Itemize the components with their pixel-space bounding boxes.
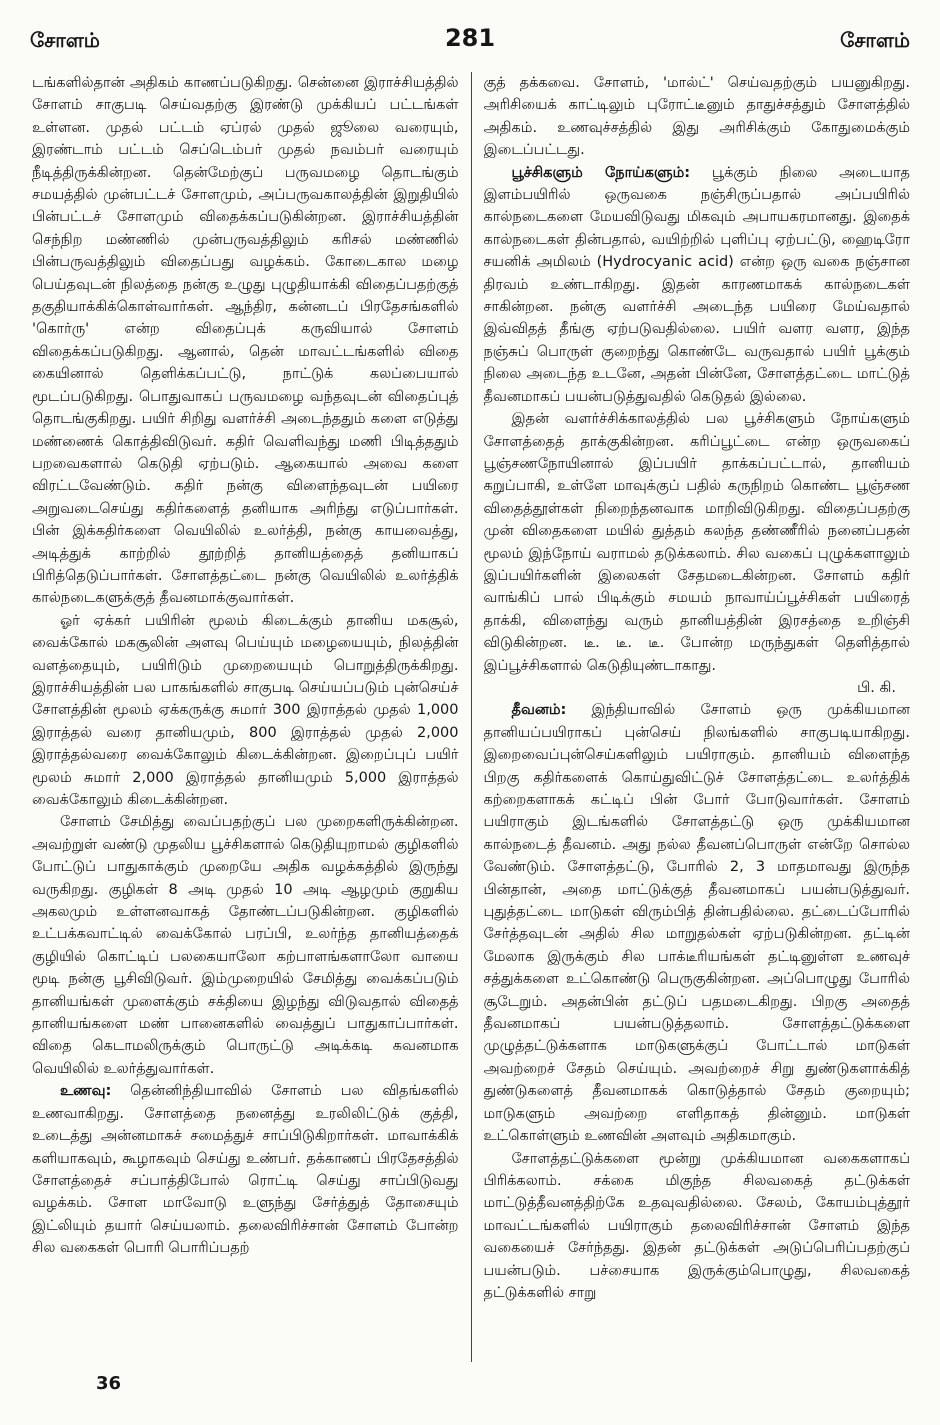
footer-signature-number: 36 — [96, 1373, 122, 1394]
section-lead-food: உணவு: — [60, 1083, 112, 1100]
paragraph-food-continued: குத் தக்கவை. சோளம், 'மால்ட்' செய்வதற்கும் பயனுகிறது. அரிசியைக் காட்டிலும் புரோட்டீனும் தாதுச்சத்தும் சோளத்தில் அதிகம். உணவுச்சத்தில் இது அரிசிக்கும் கோதுமைக்கும் இடைப்பட்டது. — [483, 75, 910, 159]
author-initials: பி. கி. — [857, 679, 896, 696]
right-column — [484, 72, 911, 1362]
two-column-body — [32, 72, 910, 1362]
paragraph-pests — [484, 162, 911, 408]
paragraph-diseases: இதன் வளர்ச்சிக்காலத்தில் பல பூச்சிகளும் நோய்களும் சோளத்தைத் தாக்குகின்றன. கரிப்பூட்டை என்ற ஒருவகைப் பூஞ்சணநோயினால் இப்பயிர் தாக்கப்பட்டால், தானியம் கறுப்பாகி, உள்ளே மாவுக்குப் பதில் கருநிறம் கொண்ட பூஞ்சண விதைத்தூள்கள் நிறைந்தனவாக மாறிவிடுகிறது. விதைப்பதற்கு முன் விதைகளை மயில் துத்தம் கலந்த தண்ணீரில் நனைப்பதன் மூலம் இந்நோய் வராமல் தடுக்கலாம். சில வகைப் புழுக்களாலும் இப்பயிர்களின் இலைகள் சேதமடைகின்றன. சோளம் கதிர் வாங்கிப் பால் பிடிக்கும் சமயம் நாவாய்ப்பூச்சிகள் பயிரைத் தாக்கி, விளைந்து வரும் தானியத்தின் இரசத்தை உறிஞ்சி விடுகின்றன. டீ. டீ. டீ. போன்ற மருந்துகள் தெளித்தால் இப்பூச்சிகளால் கெடுதியுண்டாகாது. — [483, 411, 910, 674]
section-lead-fodder: தீவனம்: — [511, 702, 567, 719]
paragraph-fodder — [484, 699, 911, 1147]
paragraph-food-text: தென்னிந்தியாவில் சோளம் பல விதங்களில் உணவாகிறது. சோளத்தை நனைத்து உரலிலிட்டுக் குத்தி, உடைத்து அன்னமாகச் சமைத்துச் சாப்பிடுகிறார்கள். மாவாக்கிக் களியாகவும், கூழாகவும் செய்து உண்பர். தக்காணப் பிரதேசத்தில் சோளத்தைச் சப்பாத்திபோல் ரொட்டி செய்து சாப்பிடுவது வழக்கம். சோள மாவோடு உளுந்து சேர்த்துத் தோசையும் இட்லியும் தயார் செய்யலாம். தலைவிரிச்சான் சோளம் போன்ற சில வகைகள் பொரி பொரிப்பதற் — [32, 1083, 459, 1257]
running-head-left: சோளம் — [30, 28, 100, 52]
paragraph-yield: ஓர் ஏக்கர் பயிரின் மூலம் கிடைக்கும் தானிய மகசூல், வைக்கோல் மகசூலின் அளவு பெய்யும் மழையையும், நிலத்தின் வளத்தையும், பயிரிடும் முறையையும் பொறுத்திருக்கிறது. இராச்சியத்தின் பல பாகங்களில் சாகுபடி செய்யப்படும் புன்செய்ச் சோளத்தின் மூலம் ஏக்கருக்கு சுமார் 300 இராத்தல் முதல் 1,000 இராத்தல் வரை தானியமும், 800 இராத்தல் முதல் 2,000 இராத்தல்வரை வைக்கோலும் கிடைக்கின்றன. இறைப்புப் பயிர் மூலம் சுமார் 2,000 இராத்தல் தானியமும் 5,000 இராத்தல் வைக்கோலும் கிடைக்கின்றன. — [32, 612, 459, 808]
paragraph-cultivation: டங்களில்தான் அதிகம் காணப்படுகிறது. சென்னை இராச்சியத்தில் சோளம் சாகுபடி செய்வதற்கு இரண்டு முக்கியப் பட்டங்கள் உள்ளன. முதல் பட்டம் ஏப்ரல் முதல் ஜூலை வரையும், இரண்டாம் பட்டம் செப்டெம்பர் முதல் நவம்பர் வரையும் நீடித்திருக்கின்றன. தென்மேற்குப் பருவமழை தொடங்கும் சமயத்தில் முன்பட்டச் சோளமும், அப்பருவகாலத்தின் இறுதியில் பின்பட்டச் சோளமும் விதைக்கப்படுகின்றன. இராச்சியத்தின் செந்நிற மண்ணில் முன்பருவத்திலும் கரிசல் மண்ணில் பின்பருவத்திலும் விதைப்பது வழக்கம். கோடைகால மழை பெய்தவுடன் நிலத்தை நன்கு உழுது புழுதியாக்கி விதைப்பதற்குத் தகுதியாக்கிக்கொள்வார்கள். ஆந்திர, கன்னடப் பிரதேசங்களில் 'கொர்ரு' என்ற விதைப்புக் கருவியால் சோளம் விதைக்கப்படுகிறது. ஆனால், தென் மாவட்டங்களில் விதை கையினால் தெளிக்கப்பட்டு, நாட்டுக் கலப்பையால் மூடப்படுகிறது. பொதுவாகப் பருவமழை வந்தவுடன் விதைப்புத் தொடங்குகிறது. பயிர் சிறிது வளர்ச்சி அடைந்ததும் களை எடுத்து மண்ணைக் கொத்திவிடுவர். கதிர் வெளிவந்து மணி பிடித்ததும் பறவைகளால் கெடுதி ஏற்படும். ஆகையால் அவை களை விரட்டவேண்டும். கதிர் நன்கு விளைந்தவுடன் பயிரை அறுவடைசெய்து கதிர்களைத் தனியாக அரிந்து எடுப்பார்கள். பின் இக்கதிர்களை வெயிலில் உலர்த்தி, நன்கு காயவைத்து, அடித்துக் காற்றில் தூற்றித் தானியத்தைத் தனியாகப் பிரித்தெடுப்பார்கள். சோளத்தட்டை நன்கு வெயிலில் உலர்த்திக் கால்நடைகளுக்குத் தீவனமாக்குவார்கள். — [32, 75, 459, 607]
paragraph-storage: சோளம் சேமித்து வைப்பதற்குப் பல முறைகளிருக்கின்றன. அவற்றுள் வண்டு முதலிய பூச்சிகளால் கெடுதியுறாமல் குழிகளில் போட்டுப் பாதுகாக்கும் முறையே அதிக வழக்கத்தில் இருந்து வருகிறது. குழிகள் 8 அடி முதல் 10 அடி ஆழமும் குறுகிய அகலமும் உள்ளனவாகத் தோண்டப்படுகின்றன. குழிகளில் உட்பக்கவாட்டில் வைக்கோல் பரப்பி, உலர்ந்த தானியத்தைக் குழியில் கொட்டிப் பலகையாலோ கற்பாளங்களாலோ வாயை மூடி நன்கு பூசிவிடுவர். இம்முறையில் சேமித்து வைக்கப்படும் தானியங்கள் முளைக்கும் சக்தியை இழந்து விடுவதால் விதைத் தானியங்களை மண் பானைகளில் வைத்துப் பாதுகாப்பார்கள். விதை கெடாமலிருக்கும் பொருட்டு அடிக்கடி கவனமாக வெயிலில் உலர்த்துவார்கள். — [32, 814, 459, 1077]
left-column — [32, 72, 459, 1362]
page-number: 281 — [444, 24, 496, 52]
paragraph-fodder-text: இந்தியாவில் சோளம் ஒரு முக்கியமான தானியப்பயிராகப் புன்செய் நிலங்களில் சாகுபடியாகிறது. இறைவைப்புன்செய்களிலும் பயிராகும். தானியம் விளைந்த பிறகு கதிர்களைக் கொய்துவிட்டுச் சோளத்தட்டை உலர்த்திக் கற்றைகளாகக் கட்டிப் பின் போர் போடுவார்கள். சோளம் பயிராகும் இடங்களில் சோளத்தட்டு ஒரு முக்கியமான கால்நடைத் தீவனம். அது நல்ல தீவனப்பொருள் என்றே சொல்ல வேண்டும். சோளத்தட்டு, போரில் 2, 3 மாதமாவது இருந்த பின்தான், அதை மாட்டுக்குத் தீவனமாகப் பயன்படுத்துவர். புதுத்தட்டை மாடுகள் விரும்பித் தின்பதில்லை. தட்டைப்போரில் சேர்த்தவுடன் அதில் சில மாறுதல்கள் ஏற்படுகின்றன. தட்டின் மேலாக இருக்கும் சில பாக்டீரியங்கள் தட்டினுள்ள உணவுச் சத்துக்களை உட்கொண்டு பெருகுகின்றன. அப்பொழுது போரில் சூடேறும். அதன்பின் தட்டுப் பதமடைகிறது. பிறகு அதைத் தீவனமாகப் பயன்படுத்தலாம். சோளத்தட்டுக்களை முழுத்தட்டுக்களாக மாடுகளுக்குப் போட்டால் மாடுகள் அவற்றைச் சேதம் செய்யும். அவற்றைச் சிறு துண்டுகளாக்கித் துண்டுகளைத் தீவனமாகக் கொடுத்தால் சேதம் குறையும்; மாடுகளும் அவற்றை எளிதாகத் தின்னும். மாடுகள் உட்கொள்ளும் உணவின் அளவும் அதிகமாகும். — [483, 702, 910, 1145]
paragraph-pests-text: பூக்கும் நிலை அடையாத இளம்பயிரில் ஒருவகை நஞ்சிருப்பதால் அப்பயிரில் கால்நடைகளை மேயவிடுவது மிகவும் அபாயகரமானது. இதைக் கால்நடைகள் தின்பதால், வயிற்றில் புளிப்பு ஏற்பட்டு, ஹைடிரோ சயனிக் அமிலம் (Hydrocyanic acid) என்ற ஒரு வகை நஞ்சான திரவம் உண்டாகிறது. இதன் காரணமாகக் கால்நடைகள் சாகின்றன. நன்கு வளர்ச்சி அடைந்த பயிரை மேய்வதால் இவ்விதத் தீங்கு ஏற்படுவதில்லை. பயிர் வளர வளர, இந்த நஞ்சுப் பொருள் குறைந்து கொண்டே வருவதால் பயிர் பூக்கும் நிலை அடைந்த உடனே, அதன் பின்னே, சோளத்தட்டை மாட்டுத் தீவனமாகப் பயன்படுத்துவதில் கெடுதல் இல்லை. — [483, 164, 910, 405]
section-lead-pests: பூச்சிகளும் நோய்களும்: — [511, 164, 691, 181]
running-head-right: சோளம் — [840, 28, 910, 52]
paragraph-food — [32, 1080, 459, 1259]
paragraph-stover-types: சோளத்தட்டுக்களை மூன்று முக்கியமான வகைகளாகப் பிரிக்கலாம். சக்கை மிகுந்த சிலவகைத் தட்டுக்கள் மாட்டுத்தீவனத்திற்கே உதவுவதில்லை. சேலம், கோயம்புத்தூர் மாவட்டங்களில் பயிராகும் தலைவிரிச்சான் சோளம் இந்த வகையைச் சேர்ந்தது. இதன் தட்டுக்கள் அடுப்பெரிப்பதற்குப் பயன்படும். பச்சையாக இருக்கும்பொழுது, சிலவகைத் தட்டுக்களில் சாறு — [483, 1150, 910, 1301]
column-divider — [471, 72, 472, 1362]
